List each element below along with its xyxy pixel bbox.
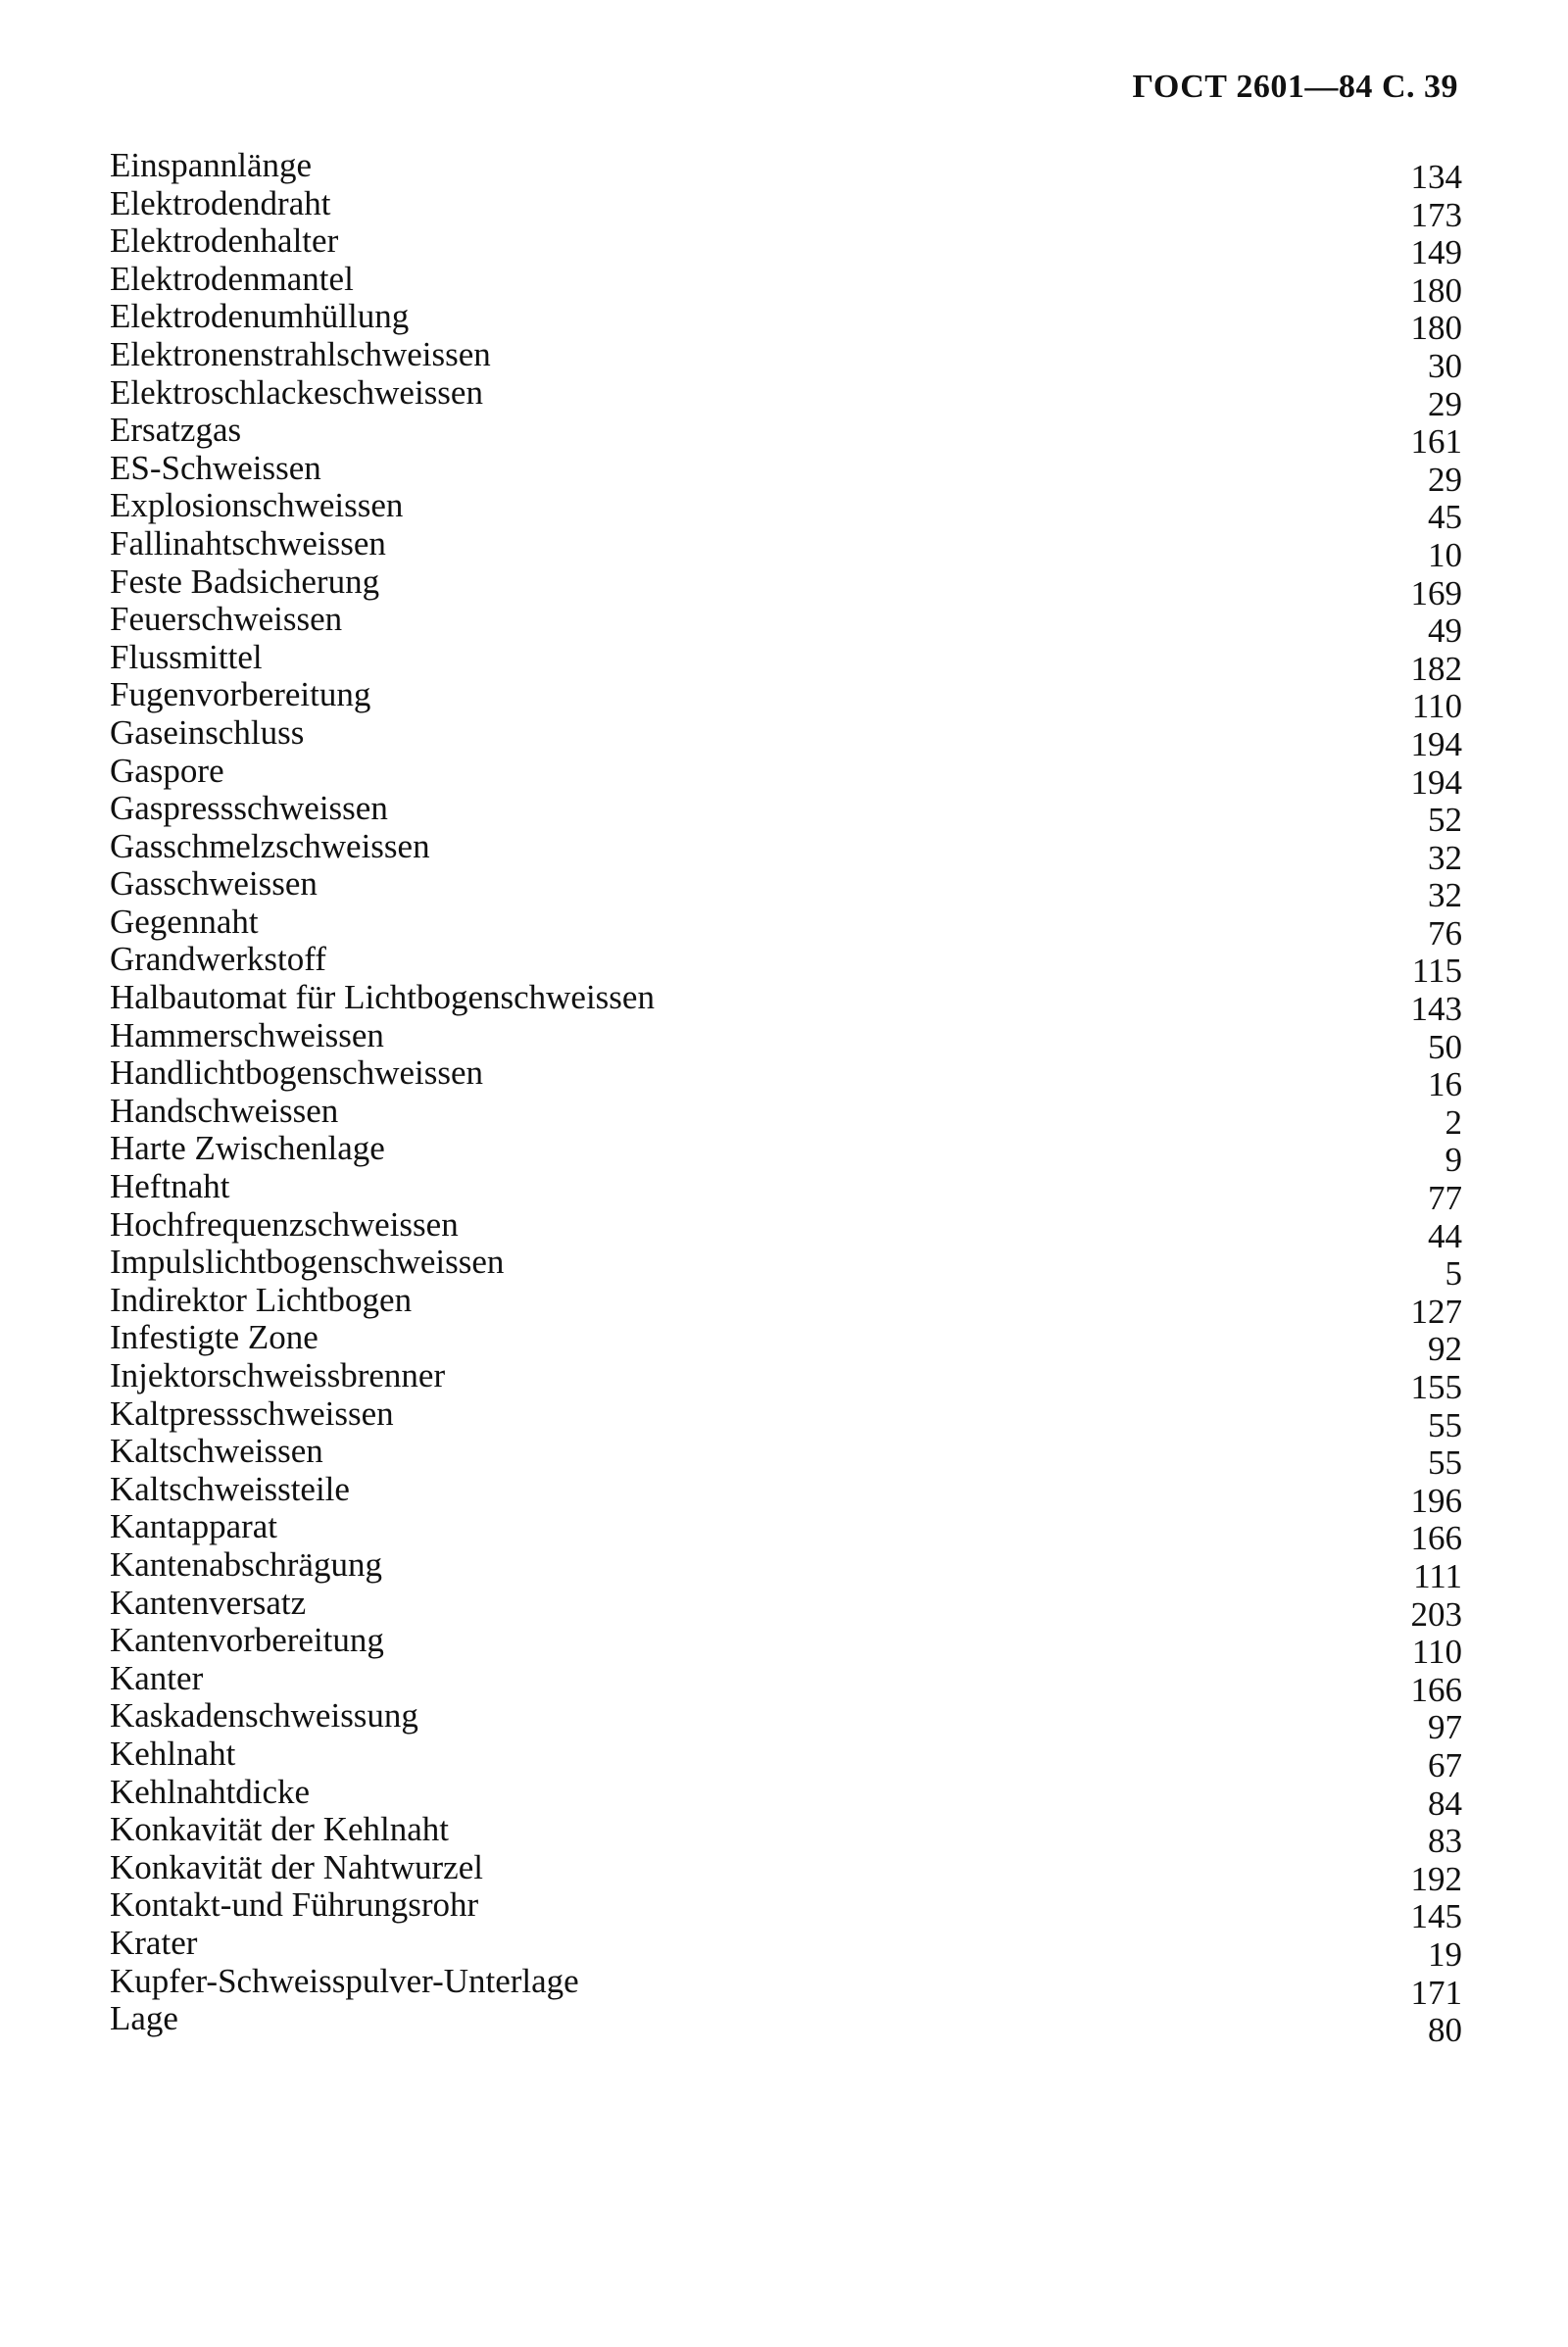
index-entry (110, 411, 1462, 462)
index-term: Kontakt-und Führungsrohr (110, 1885, 479, 1925)
index-page-number: 5 (1445, 1254, 1462, 1294)
index-term: Handlichtbogenschweissen (110, 1053, 484, 1093)
index-entry (110, 448, 1462, 499)
index-term: Elektrodenumhüllung (110, 297, 410, 336)
index-page-number: 77 (1428, 1179, 1462, 1218)
index-page-number: 180 (1410, 309, 1462, 348)
index-term: Impulslichtbogenschweissen (110, 1243, 505, 1282)
index-entry (110, 334, 1462, 385)
index-term: Explosionschweissen (110, 486, 404, 525)
index-term: Fallinahtschweissen (110, 523, 386, 562)
index-page-number: 30 (1428, 346, 1462, 385)
index-term: Kaltschweissen (110, 1432, 323, 1471)
index-page-number: 29 (1428, 384, 1462, 423)
index-entry (110, 940, 1462, 991)
index-term: Gasschmelzschweissen (110, 826, 430, 865)
index-page-number: 194 (1410, 762, 1462, 802)
index-page-number: 111 (1413, 1556, 1462, 1595)
index-term: Hochfrequenzschweissen (110, 1204, 459, 1244)
index-page-number: 169 (1410, 573, 1462, 612)
index-entry (110, 1015, 1462, 1066)
index-page-number: 55 (1428, 1405, 1462, 1444)
index-entry (110, 675, 1462, 726)
index-page-number: 143 (1410, 990, 1462, 1029)
index-page-number: 180 (1410, 270, 1462, 310)
index-entry (110, 183, 1462, 234)
index-entry (110, 1091, 1462, 1142)
index-term: Halbautomat für Lichtbogenschweissen (110, 978, 655, 1017)
index-entry (110, 1923, 1462, 1974)
index-term: Kaltpressschweissen (110, 1394, 394, 1433)
index-entry (110, 637, 1462, 688)
index-term: Indirektor Lichtbogen (110, 1280, 413, 1319)
index-page-number: 149 (1410, 233, 1462, 272)
index-page-number: 32 (1428, 838, 1462, 877)
index-term: Gaspressschweissen (110, 789, 388, 828)
index-term: Elektrodenmantel (110, 259, 354, 298)
index-page-number: 166 (1410, 1519, 1462, 1558)
document-code: ГОСТ 2601—84 (1132, 69, 1373, 105)
index-page-number: 44 (1428, 1216, 1462, 1255)
index-entry (110, 978, 1462, 1029)
index-page-number: 203 (1410, 1594, 1462, 1634)
index-entry (110, 562, 1462, 612)
index-term: Feuerschweissen (110, 600, 343, 639)
index-term: Kantenabschrägung (110, 1544, 382, 1584)
index-term: Konkavität der Kehlnaht (110, 1810, 450, 1849)
page-header (1133, 69, 1458, 106)
index-entry (110, 789, 1462, 840)
index-term: Grandwerkstoff (110, 940, 326, 979)
index-page-number: 155 (1410, 1368, 1462, 1406)
index-entry (110, 372, 1462, 423)
index-page-number: 115 (1411, 952, 1462, 991)
index-term: Kanter (110, 1658, 204, 1697)
index-entry (110, 523, 1462, 574)
index-entry (110, 1167, 1462, 1218)
index-term: Ersatzgas (110, 411, 242, 450)
index-page-number: 32 (1428, 876, 1462, 915)
index-term: Kantenvorbereitung (110, 1621, 384, 1660)
index-term: Konkavität der Nahtwurzel (110, 1847, 483, 1886)
index-page-number: 80 (1428, 2011, 1462, 2050)
index-term: Feste Badsicherung (110, 562, 380, 601)
index-entry (110, 1544, 1462, 1595)
index-entry (110, 146, 1462, 196)
index-page-number: 171 (1410, 1973, 1462, 2012)
index-page-number: 145 (1410, 1897, 1462, 1936)
index-entry (110, 1507, 1462, 1558)
index-list (110, 146, 1462, 2050)
index-entry (110, 1961, 1462, 2012)
index-entry (110, 1394, 1462, 1444)
index-entry (110, 1318, 1462, 1369)
index-term: Lage (110, 1999, 178, 2038)
index-page-number: 194 (1410, 724, 1462, 763)
index-page-number: 161 (1410, 422, 1462, 462)
index-entry (110, 712, 1462, 763)
index-page-number: 83 (1428, 1822, 1462, 1861)
index-term: Kantenversatz (110, 1583, 307, 1622)
index-entry (110, 1696, 1462, 1747)
index-term: Elektrodenhalter (110, 221, 339, 261)
index-entry (110, 1129, 1462, 1180)
index-entry (110, 864, 1462, 915)
index-term: Gasschweissen (110, 864, 318, 904)
index-page-number: 29 (1428, 460, 1462, 499)
index-page-number: 97 (1428, 1708, 1462, 1747)
index-page-number: 110 (1411, 687, 1462, 726)
index-page-number: 173 (1410, 195, 1462, 234)
index-term: Krater (110, 1923, 198, 1962)
page-number: С. 39 (1381, 69, 1458, 105)
index-term: Handschweissen (110, 1091, 339, 1130)
index-term: Kaltschweissteile (110, 1469, 350, 1508)
index-entry (110, 1053, 1462, 1104)
index-page-number: 50 (1428, 1027, 1462, 1066)
index-page-number: 84 (1428, 1784, 1462, 1823)
index-entry (110, 902, 1462, 953)
index-term: Einspannlänge (110, 146, 313, 184)
index-page-number: 196 (1410, 1481, 1462, 1520)
index-page-number: 10 (1428, 535, 1462, 574)
index-entry (110, 486, 1462, 537)
index-page-number: 110 (1411, 1633, 1462, 1672)
index-entry (110, 1734, 1462, 1785)
index-entry (110, 221, 1462, 272)
index-entry (110, 259, 1462, 310)
index-entry (110, 1469, 1462, 1520)
index-term: Gegennaht (110, 902, 259, 941)
index-page-number: 92 (1428, 1330, 1462, 1369)
index-entry (110, 1204, 1462, 1255)
index-page-number: 76 (1428, 913, 1462, 953)
index-entry (110, 600, 1462, 651)
index-term: Kehlnaht (110, 1734, 236, 1773)
index-term: Kehlnahtdicke (110, 1772, 311, 1811)
index-term: Elektronenstrahlschweissen (110, 334, 491, 373)
index-term: Infestigte Zone (110, 1318, 318, 1357)
index-entry (110, 826, 1462, 877)
index-page-number: 192 (1410, 1859, 1462, 1898)
index-page-number: 16 (1428, 1065, 1462, 1104)
index-term: Kaskadenschweissung (110, 1696, 418, 1736)
index-entry (110, 1847, 1462, 1898)
index-term: Gaseinschluss (110, 712, 305, 752)
index-term: Injektorschweissbrenner (110, 1356, 446, 1394)
index-entry (110, 1999, 1462, 2050)
index-entry (110, 1280, 1462, 1331)
index-page-number: 9 (1445, 1141, 1462, 1180)
index-page-number: 2 (1445, 1102, 1462, 1142)
index-term: Gaspore (110, 751, 224, 790)
index-page-number: 45 (1428, 498, 1462, 537)
index-term: ES-Schweissen (110, 448, 321, 487)
index-term: Kantapparat (110, 1507, 278, 1546)
index-entry (110, 297, 1462, 348)
index-entry (110, 1583, 1462, 1634)
index-term: Harte Zwischenlage (110, 1129, 385, 1168)
index-page-number: 127 (1410, 1292, 1462, 1331)
index-term: Hammerschweissen (110, 1015, 384, 1054)
index-page-number: 55 (1428, 1443, 1462, 1483)
index-entry (110, 1432, 1462, 1483)
index-entry (110, 751, 1462, 802)
index-term: Heftnaht (110, 1167, 230, 1206)
index-page-number: 182 (1410, 649, 1462, 688)
index-term: Flussmittel (110, 637, 263, 676)
index-entry (110, 1356, 1462, 1406)
index-term: Elektrodendraht (110, 183, 331, 222)
index-entry (110, 1658, 1462, 1709)
index-entry (110, 1772, 1462, 1823)
index-page-number: 166 (1410, 1670, 1462, 1709)
index-term: Fugenvorbereitung (110, 675, 371, 714)
index-page-number: 19 (1428, 1934, 1462, 1974)
index-page-number: 134 (1410, 158, 1462, 196)
index-entry (110, 1885, 1462, 1936)
index-page-number: 49 (1428, 611, 1462, 651)
index-page-number: 52 (1428, 801, 1462, 840)
index-entry (110, 1243, 1462, 1294)
index-term: Kupfer-Schweisspulver-Unterlage (110, 1961, 579, 2000)
index-entry (110, 1621, 1462, 1672)
index-entry (110, 1810, 1462, 1861)
index-term: Elektroschlackeschweissen (110, 372, 483, 412)
index-page-number: 67 (1428, 1745, 1462, 1785)
